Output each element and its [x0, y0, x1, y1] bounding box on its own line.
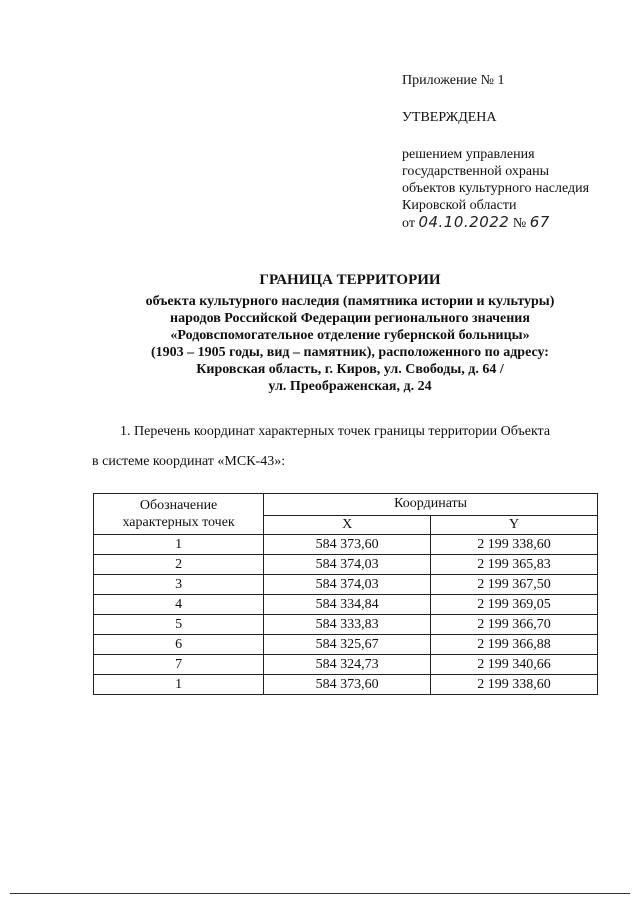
main-title: ГРАНИЦА ТЕРРИТОРИИ: [259, 272, 441, 288]
coord-y: 2 199 367,50: [431, 575, 598, 595]
coord-y: 2 199 338,60: [431, 535, 598, 555]
coordinates-table: [93, 493, 598, 695]
coord-x: 584 373,60: [264, 675, 431, 695]
title-line: объекта культурного наследия (памятника истории и культуры): [145, 294, 555, 309]
header-point-label: [94, 494, 264, 535]
table-row: [94, 575, 598, 595]
coord-x: 584 373,60: [264, 535, 431, 555]
coord-x: 584 324,73: [264, 655, 431, 675]
title-line: Кировская область, г. Киров, ул. Свободы, д. 64 /: [196, 362, 504, 377]
point-id: 6: [94, 635, 264, 655]
decision-line: государственной охраны: [402, 164, 550, 179]
decision-date-line: [402, 214, 632, 232]
coord-y: 2 199 340,66: [431, 655, 598, 675]
coord-y: 2 199 366,70: [431, 615, 598, 635]
appendix-label: Приложение № 1: [402, 73, 505, 88]
point-id: 1: [94, 535, 264, 555]
coord-y: 2 199 338,60: [431, 675, 598, 695]
paragraph-line: в системе координат «МСК-43»:: [92, 454, 286, 469]
page-bottom-divider: [10, 893, 630, 894]
header-point-label-line: характерных точек: [122, 515, 235, 530]
header-point-label-line: Обозначение: [139, 498, 218, 513]
paragraph-line: 1. Перечень координат характерных точек границы территории Объекта: [120, 424, 551, 439]
table-row: [94, 555, 598, 575]
coord-x: 584 334,84: [264, 595, 431, 615]
coord-y: 2 199 365,83: [431, 555, 598, 575]
table-row: [94, 655, 598, 675]
title-line: «Родовспомогательное отделение губернской больницы»: [170, 328, 530, 343]
approved-label: УТВЕРЖДЕНА: [402, 110, 497, 125]
coord-x: 584 333,83: [264, 615, 431, 635]
table-row: [94, 615, 598, 635]
coord-x: 584 374,03: [264, 575, 431, 595]
handwritten-date: 04.10.2022: [418, 213, 510, 231]
point-id: 3: [94, 575, 264, 595]
header-y: Y: [431, 515, 598, 534]
table-row: [94, 535, 598, 555]
coord-y: 2 199 366,88: [431, 635, 598, 655]
document-title: [60, 272, 640, 395]
table-row: [94, 675, 598, 695]
date-prefix: от: [402, 216, 415, 231]
point-id: 1: [94, 675, 264, 695]
point-id: 4: [94, 595, 264, 615]
approval-block: [402, 72, 632, 232]
coord-x: 584 325,67: [264, 635, 431, 655]
title-line: ул. Преображенская, д. 24: [268, 379, 432, 394]
coord-y: 2 199 369,05: [431, 595, 598, 615]
point-id: 5: [94, 615, 264, 635]
title-line: народов Российской Федерации регионального значения: [170, 311, 530, 326]
table-row: [94, 595, 598, 615]
handwritten-number: 67: [529, 213, 550, 231]
point-id: 7: [94, 655, 264, 675]
point-id: 2: [94, 555, 264, 575]
table-row: [94, 635, 598, 655]
header-coordinates: Координаты: [264, 494, 598, 516]
number-prefix: №: [512, 216, 527, 231]
decision-line: объектов культурного наследия: [402, 181, 590, 196]
header-x: X: [264, 515, 431, 534]
coord-x: 584 374,03: [264, 555, 431, 575]
coordinates-paragraph: [92, 417, 612, 477]
title-line: (1903 – 1905 годы, вид – памятник), расположенного по адресу:: [151, 345, 549, 360]
decision-line: решением управления: [402, 147, 535, 162]
decision-line: Кировской области: [402, 198, 517, 213]
